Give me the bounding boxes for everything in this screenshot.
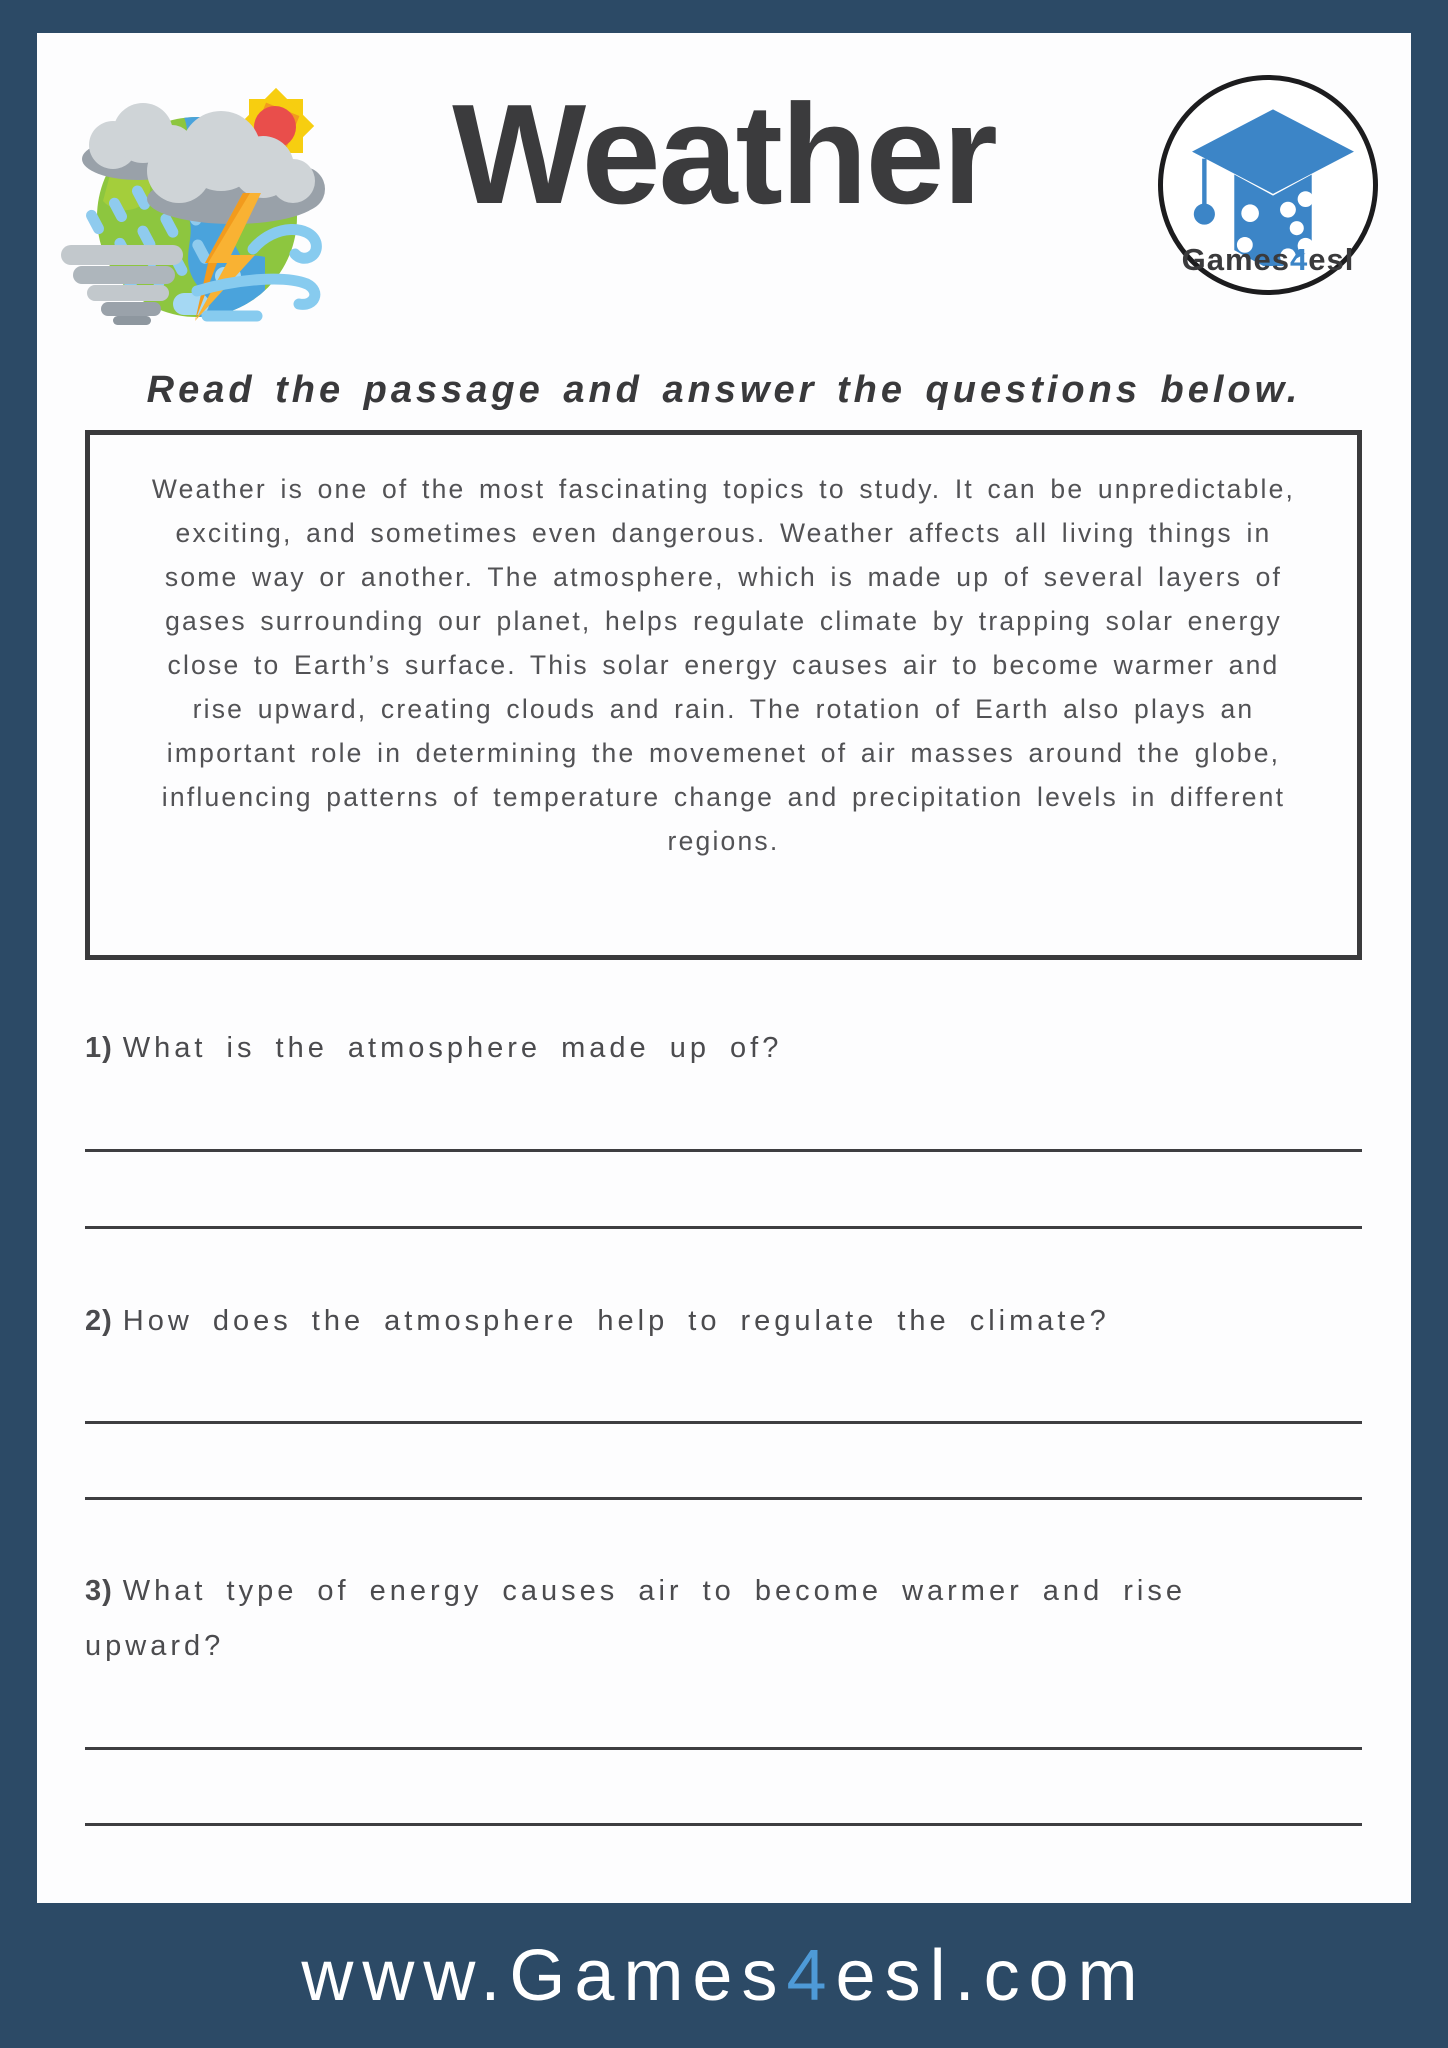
logo-brand-text bbox=[1163, 242, 1373, 278]
answer-line bbox=[85, 1823, 1362, 1826]
url-suffix: esl.com bbox=[835, 1935, 1147, 2016]
logo-text-prefix: Games bbox=[1181, 242, 1291, 277]
answer-line bbox=[85, 1226, 1362, 1229]
passage-box bbox=[85, 430, 1362, 960]
question-1-text: What is the atmosphere made up of? bbox=[122, 1032, 783, 1064]
question-2 bbox=[85, 1294, 1110, 1349]
website-url bbox=[301, 1935, 1146, 2017]
worksheet-page bbox=[37, 33, 1411, 1903]
answer-line bbox=[85, 1421, 1362, 1424]
page-title: Weather bbox=[452, 75, 996, 234]
answer-line bbox=[85, 1747, 1362, 1750]
question-1 bbox=[85, 1021, 782, 1076]
url-four: 4 bbox=[786, 1935, 836, 2016]
games4esl-logo bbox=[1158, 75, 1378, 295]
question-2-number: 2) bbox=[85, 1305, 113, 1337]
passage-text: Weather is one of the most fascinating topics to study. It can be unpredictable, exciting, and sometimes even dangerous. Weather affects all living things in some way or another. The atmosphere, which is made up of several layers of gases surrounding our planet, helps regulate climate by trapping solar energy close to Earth’s surface. This solar energy causes air to become warmer and rise upward, creating clouds and rain. The rotation of Earth also plays an important role in determining the movemenet of air masses around the globe, influencing patterns of temperature change and precipitation levels in different regions. bbox=[151, 474, 1296, 856]
question-3 bbox=[85, 1564, 1225, 1674]
instruction-text: Read the passage and answer the questions below. bbox=[146, 369, 1302, 411]
question-3-number: 3) bbox=[85, 1575, 113, 1607]
question-1-number: 1) bbox=[85, 1032, 113, 1064]
logo-text-four: 4 bbox=[1290, 242, 1309, 277]
graduation-cap-dice-icon bbox=[1185, 90, 1361, 266]
question-3-text: What type of energy causes air to become warmer and rise upward? bbox=[85, 1575, 1186, 1662]
answer-line bbox=[85, 1497, 1362, 1500]
url-prefix: www.Games bbox=[301, 1935, 787, 2016]
question-2-text: How does the atmosphere help to regulate the climate? bbox=[122, 1305, 1110, 1337]
footer-band bbox=[0, 1903, 1448, 2048]
answer-line bbox=[85, 1149, 1362, 1152]
logo-text-suffix: esl bbox=[1308, 242, 1355, 277]
